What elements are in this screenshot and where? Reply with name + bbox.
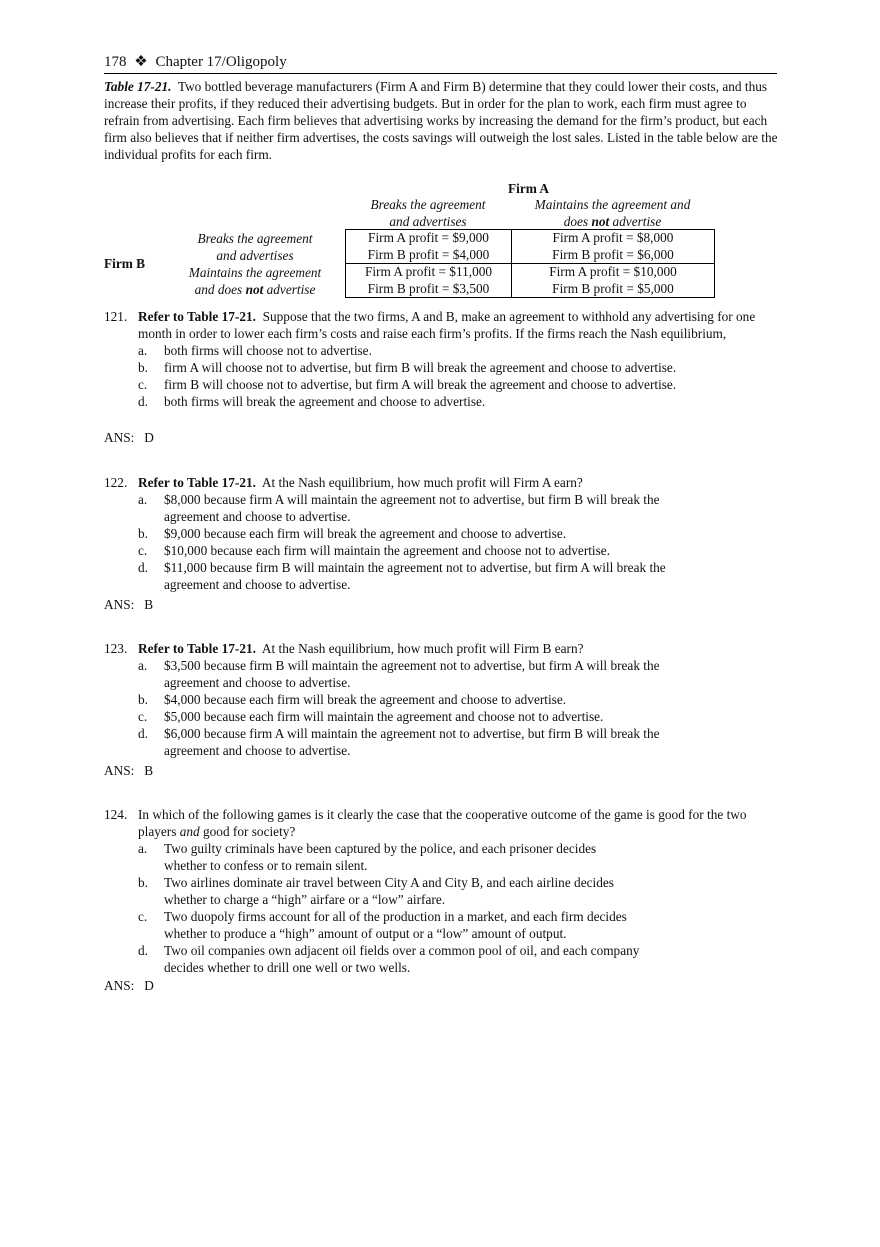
row1-line1: Breaks the agreement (197, 231, 313, 246)
stem-text: At the Nash equilibrium, how much profit will Firm A earn? (261, 475, 583, 490)
options (138, 342, 780, 410)
option: b. $9,000 because each firm will break the agreement and choose to advertise. (138, 526, 567, 541)
col-header-breaks (345, 196, 511, 230)
question-stem (138, 308, 780, 342)
cell-firm-a-profit: Firm A profit = $11,000 (364, 264, 493, 279)
options (138, 491, 670, 593)
option: d. both firms will break the agreement and choose to advertise. (138, 394, 486, 409)
cell-firm-b-profit: Firm B profit = $3,500 (367, 280, 490, 296)
table-intro (104, 78, 780, 163)
col2-line2: does not advertise (563, 214, 662, 229)
stem-text: At the Nash equilibrium, how much profit will Firm B earn? (261, 641, 584, 656)
intro-text: Two bottled beverage manufacturers (Firm A and Firm B) determine that they could lower their costs, and thus increase their profits, if they reduced their advertising budgets. But in order for the plan to work, each firm must agree to refrain from advertising. Each firm believes that advertising works by increasing the demand for the firm’s product, but each firm also believes that if neither firm advertises, the costs savings will outweigh the lost sales. Listed in the table below are the individual profits for each firm. (104, 79, 778, 162)
question-stem (138, 474, 780, 491)
option: a. $8,000 because firm A will maintain the agreement not to advertise, but firm B will break the agreement and choose to advertise. (138, 492, 660, 524)
option: b. Two airlines dominate air travel between City A and City B, and each airline decides whether to charge a “high” airfare or a “low” airfare. (138, 875, 614, 907)
cell-firm-b-profit: Firm B profit = $4,000 (367, 246, 490, 262)
option: d. Two oil companies own adjacent oil fields over a common pool of oil, and each company decides whether to drill one well or two wells. (138, 943, 640, 975)
firm-a-label: Firm A (508, 181, 549, 196)
answer-121: ANS: D (104, 430, 154, 445)
question-number: 121. (104, 309, 128, 324)
question-122 (104, 474, 780, 593)
options (138, 840, 640, 976)
question-stem (138, 806, 780, 840)
payoff-cell-r2c1 (345, 263, 512, 298)
payoff-cell-r2c2 (511, 263, 715, 298)
question-number: 122. (104, 475, 128, 490)
table-label: Table 17-21. (104, 79, 172, 94)
stem-text: Suppose that the two firms, A and B, make an agreement to withhold any advertising for one month in order to lower each firm’s costs and raise each firm’s profits. If the firms reach the Nash equilibrium, (138, 309, 756, 341)
option: c. firm B will choose not to advertise, but firm A will break the agreement and choose to advertise. (138, 377, 677, 392)
answer-124: ANS: D (104, 978, 154, 993)
stem-text: In which of the following games is it clearly the case that the cooperative outcome of the game is good for the two players (138, 807, 747, 839)
page-number: 178 (104, 54, 127, 70)
option: d. $11,000 because firm B will maintain the agreement not to advertise, but firm A will break the agreement and choose to advertise. (138, 560, 666, 592)
row2-line1: Maintains the agreement (188, 265, 322, 280)
options (138, 657, 670, 759)
table-reference: Refer to Table 17-21. (138, 475, 256, 490)
col2-line1: Maintains the agreement and (534, 197, 691, 212)
question-124 (104, 806, 780, 976)
question-number: 124. (104, 807, 128, 822)
row2-line2: and does not advertise (194, 282, 316, 297)
question-121 (104, 308, 780, 410)
row-header-breaks (175, 230, 335, 264)
header-rule (104, 73, 777, 74)
col-header-maintains (511, 196, 714, 230)
question-number: 123. (104, 641, 128, 656)
cell-firm-a-profit: Firm A profit = $9,000 (368, 230, 489, 245)
option: d. $6,000 because firm A will maintain the agreement not to advertise, but firm B will break the agreement and choose to advertise. (138, 726, 660, 758)
answer-123: ANS: B (104, 763, 154, 778)
option: b. firm A will choose not to advertise, but firm B will break the agreement and choose to advertise. (138, 360, 677, 375)
col1-line1: Breaks the agreement (370, 197, 486, 212)
cell-firm-a-profit: Firm A profit = $10,000 (549, 264, 677, 279)
table-reference: Refer to Table 17-21. (138, 309, 256, 324)
cell-firm-a-profit: Firm A profit = $8,000 (552, 230, 674, 245)
table-reference: Refer to Table 17-21. (138, 641, 256, 656)
chapter-title: Chapter 17/Oligopoly (155, 54, 287, 70)
firm-b-label: Firm B (104, 256, 145, 271)
option: a. Two guilty criminals have been captured by the police, and each prisoner decides whether to confess or to remain silent. (138, 841, 597, 873)
payoff-cell-r1c1 (345, 229, 512, 264)
page-header (104, 52, 287, 71)
question-stem (138, 640, 780, 657)
option: a. both firms will choose not to advertise. (138, 343, 372, 358)
payoff-cell-r1c2 (511, 229, 715, 264)
stem-emphasis: and (179, 824, 200, 839)
cell-firm-b-profit: Firm B profit = $6,000 (552, 246, 674, 262)
option: a. $3,500 because firm B will maintain the agreement not to advertise, but firm A will break the agreement and choose to advertise. (138, 658, 660, 690)
option: b. $4,000 because each firm will break the agreement and choose to advertise. (138, 692, 567, 707)
question-123 (104, 640, 780, 759)
row1-line2: and advertises (216, 248, 294, 263)
option: c. Two duopoly firms account for all of the production in a market, and each firm decides whether to produce a “high” amount of output or a “low” amount of output. (138, 909, 627, 941)
col1-line2: and advertises (389, 214, 467, 229)
stem-text-end: good for society? (199, 824, 296, 839)
option: c. $5,000 because each firm will maintain the agreement and choose not to advertise. (138, 709, 604, 724)
answer-122: ANS: B (104, 597, 154, 612)
option: c. $10,000 because each firm will maintain the agreement and choose not to advertise. (138, 543, 611, 558)
row-header-maintains (175, 264, 335, 298)
separator-icon: ❖ (134, 54, 148, 70)
cell-firm-b-profit: Firm B profit = $5,000 (552, 280, 674, 296)
